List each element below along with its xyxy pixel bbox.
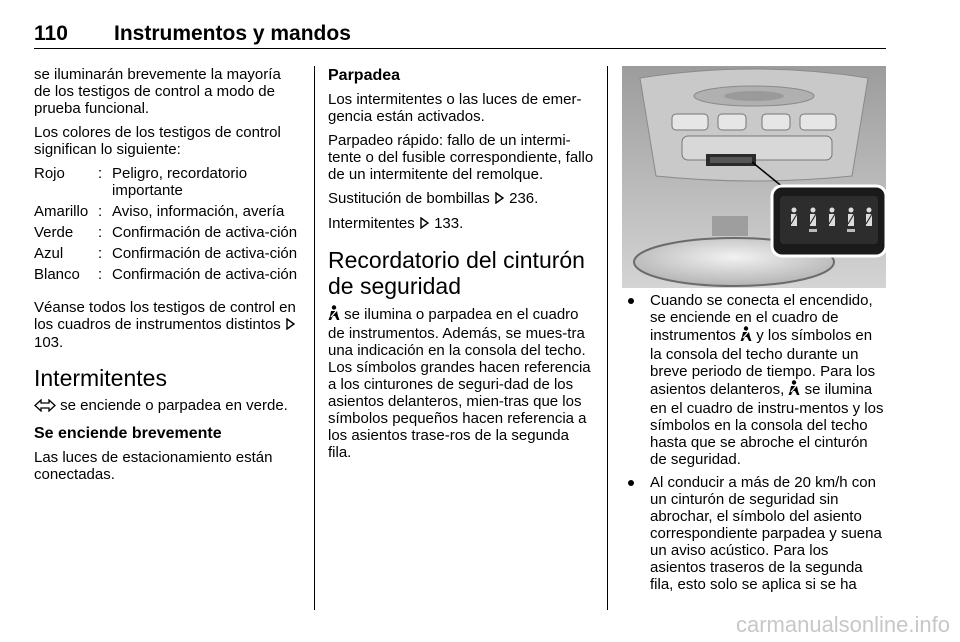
page-ref-link[interactable]: 133. xyxy=(434,215,464,232)
paragraph: Véanse todos los testigos de control en los cuadros de instrumentos distintos 103. xyxy=(34,299,296,351)
column-divider xyxy=(314,66,315,610)
color-meaning: Peligro, recordatorio importante xyxy=(112,165,248,199)
bullet-list xyxy=(622,292,886,593)
color-separator: : xyxy=(98,266,103,283)
seatbelt-icon xyxy=(788,380,800,400)
color-meaning: Confirmación de activa-ción xyxy=(112,266,298,283)
bullet-dot xyxy=(628,480,634,486)
paragraph: Parpadeo rápido: fallo de un intermi-tente o del fusible correspondiente, fallo de un intermitente del remolque. xyxy=(328,132,594,183)
column-2 xyxy=(328,66,594,468)
overhead-console-photo xyxy=(622,66,886,288)
color-separator: : xyxy=(98,165,103,182)
color-meaning: Confirmación de activa-ción xyxy=(112,245,298,262)
bullet-dot xyxy=(628,298,634,304)
color-row xyxy=(34,224,300,245)
page-title: Instrumentos y mandos xyxy=(114,22,351,45)
page-ref-icon xyxy=(419,216,430,233)
color-meaning: Aviso, información, avería xyxy=(112,203,285,220)
color-row xyxy=(34,165,300,203)
page-ref-link[interactable]: 103. xyxy=(34,334,64,351)
paragraph: Sustitución de bombillas 236. xyxy=(328,190,539,207)
column-1 xyxy=(34,66,300,490)
header-rule xyxy=(34,48,886,49)
page-ref-icon xyxy=(285,317,296,334)
color-meaning-table xyxy=(34,165,300,287)
column-divider xyxy=(607,66,608,610)
paragraph: Los colores de los testigos de control significan lo siguiente: xyxy=(34,124,281,158)
subsection-heading: Se enciende brevemente xyxy=(34,425,222,442)
paragraph: se enciende o parpadea en verde. xyxy=(34,397,300,416)
list-item: Cuando se conecta el encendido, se enciende en el cuadro de instrumentos y los símbolos en la consola del techo durante un breve periodo de tiempo. Para los asientos delanteros, se ilumina en el cuadro de instru-mentos y los símbolos en la consola del techo hasta que se abroche el cinturón de seguridad. xyxy=(622,292,886,468)
turn-signal-icon xyxy=(34,399,56,416)
seatbelt-icon xyxy=(740,326,752,346)
subsection-heading: Parpadea xyxy=(328,67,401,84)
color-name: Rojo xyxy=(34,165,65,182)
paragraph: se ilumina o parpadea en el cuadro de instrumentos. Además, se mues-tra una indicación en la consola del techo. Los símbolos grandes hacen referencia a los cinturones de seguri-dad de los asientos delanteros, mien-tras que los símbolos pequeños hacen referencia a los asientos trase-ros de la segunda fila. xyxy=(328,306,591,461)
paragraph: Las luces de estacionamiento están conectadas. xyxy=(34,449,273,483)
paragraph: Intermitentes 133. xyxy=(328,215,464,232)
color-separator: : xyxy=(98,224,103,241)
color-meaning: Confirmación de activa-ción xyxy=(112,224,298,241)
paragraph: se iluminarán brevemente la mayoría de los testigos de control a modo de prueba funcional. xyxy=(34,66,281,117)
color-row xyxy=(34,203,300,224)
column-3 xyxy=(622,292,886,599)
color-row xyxy=(34,245,300,266)
color-separator: : xyxy=(98,245,103,262)
list-item: Al conducir a más de 20 km/h con un cinturón de seguridad sin abrochar, el símbolo del asiento correspondiente parpadea y suena un aviso acústico. Para los asientos traseros de la segunda fila, esto solo se aplica si se ha xyxy=(622,474,886,593)
section-heading: Intermitentes xyxy=(34,365,167,391)
page-ref-icon xyxy=(494,191,505,208)
page-number: 110 xyxy=(34,22,68,45)
color-name: Azul xyxy=(34,245,64,262)
page-header xyxy=(34,20,886,52)
color-name: Blanco xyxy=(34,266,80,283)
page-ref-link[interactable]: 236. xyxy=(509,190,539,207)
color-row xyxy=(34,266,300,287)
color-separator: : xyxy=(98,203,103,220)
color-name: Verde xyxy=(34,224,74,241)
watermark: carmanualsonline.info xyxy=(735,612,950,637)
paragraph: Los intermitentes o las luces de emer-gencia están activados. xyxy=(328,91,582,125)
seatbelt-icon xyxy=(328,305,340,325)
color-name: Amarillo xyxy=(34,203,89,220)
section-heading: Recordatorio del cinturón de seguridad xyxy=(328,247,585,299)
